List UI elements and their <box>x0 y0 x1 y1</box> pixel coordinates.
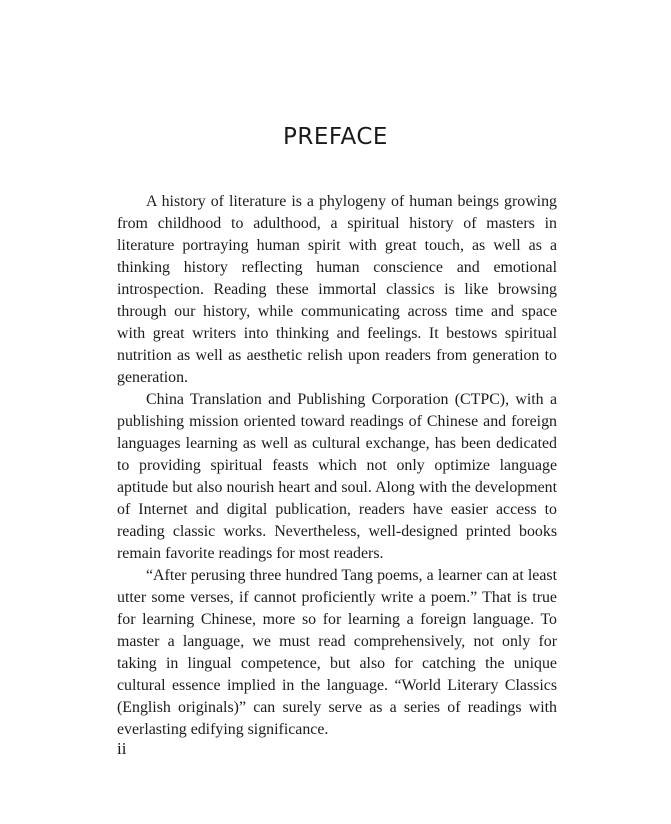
page-number: ii <box>117 739 127 758</box>
paragraph-1: A history of literature is a phylogeny of human beings growing from childhood to adulthood, a spiritual history of masters in literature portraying human spirit with great touch, as well as a thinking history reflecting human conscience and emotional introspection. Reading these immortal classics is like browsing through our history, while communicating across time and space with great writers into thinking and feelings. It bestows spiritual nutrition as well as aesthetic relish upon readers from generation to generation. <box>117 193 557 386</box>
page-title: PREFACE <box>283 124 388 150</box>
paragraph-3: “After perusing three hundred Tang poems, a learner can at least utter some verses, if cannot proficiently write a poem.” That is true for learning Chinese, more so for learning a foreign language. To master a language, we must read comprehensively, not only for taking in lingual competence, but also for catching the unique cultural essence implied in the language. “World Literary Classics (English originals)” can surely serve as a series of readings with everlasting edifying significance. <box>117 567 557 738</box>
paragraph-2: China Translation and Publishing Corporation (CTPC), with a publishing mission oriented toward readings of Chinese and foreign languages learning as well as cultural exchange, has been dedicated to providing spiritual feasts which not only optimize language aptitude but also nourish heart and soul. Along with the development of Internet and digital publication, readers have easier access to reading classic works. Nevertheless, well-designed printed books remain favorite readings for most readers. <box>117 391 557 562</box>
preface-body <box>117 191 557 741</box>
